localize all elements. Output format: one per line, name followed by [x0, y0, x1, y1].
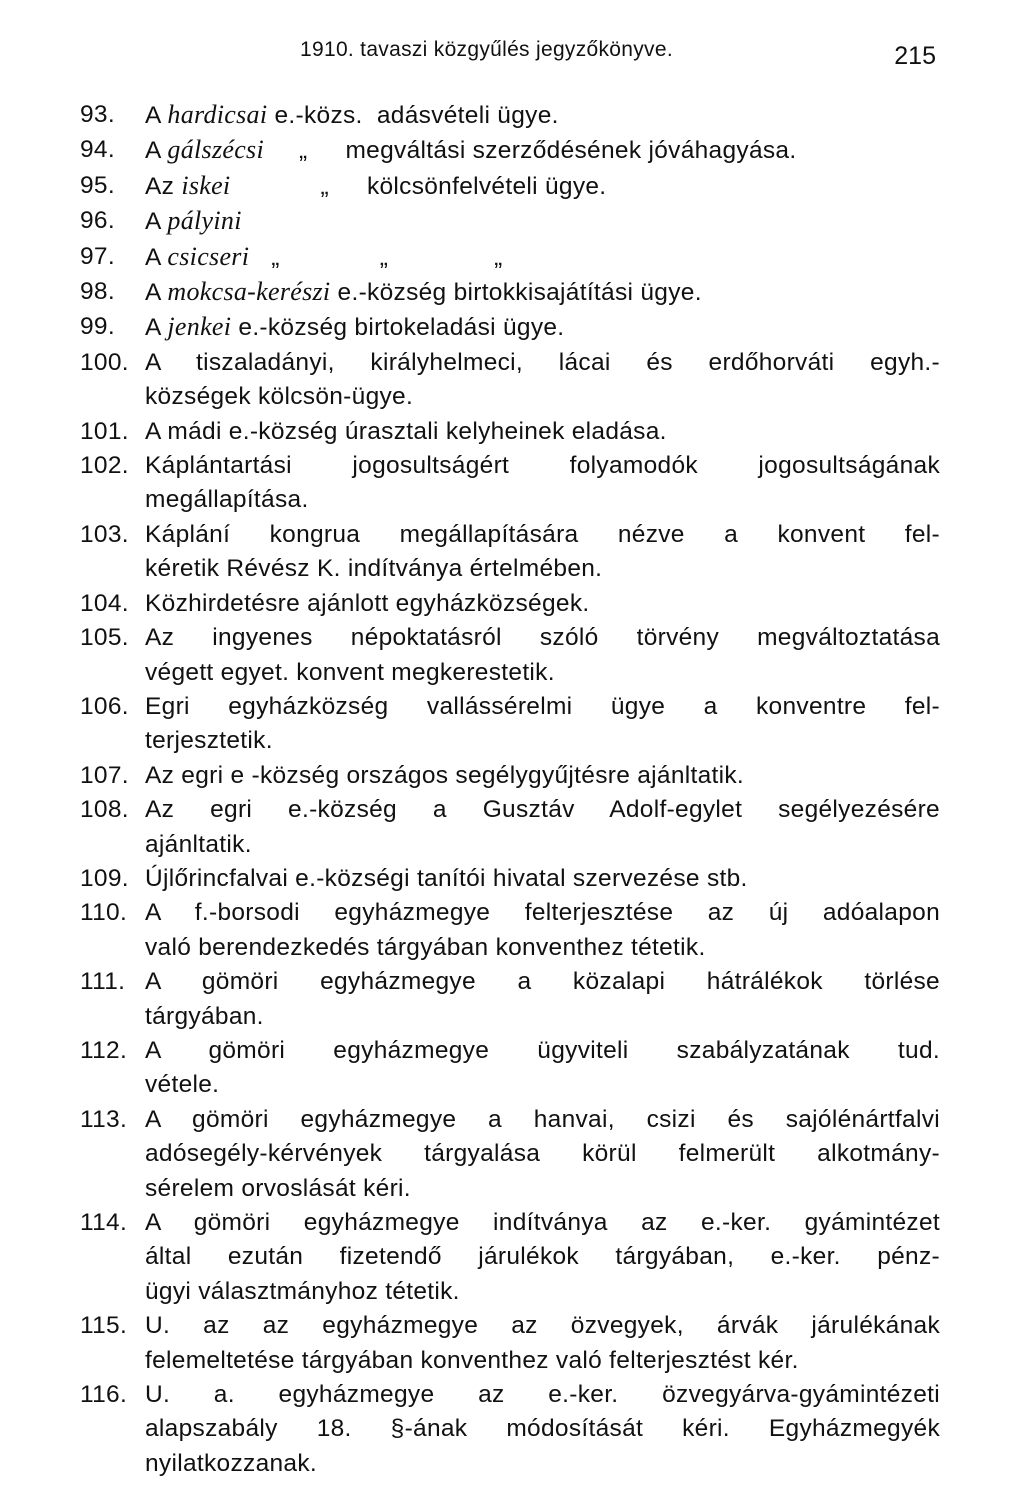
entry-text: [145, 896, 940, 965]
agenda-entry: [0, 1103, 1024, 1206]
agenda-entry: [0, 310, 1024, 345]
ditto-mark: „: [299, 137, 308, 165]
entry-line: Egri egyházközség vallássérelmi ügye a konventre fel-: [145, 692, 940, 720]
entry-line: nyilatkozzanak.: [145, 1449, 318, 1477]
entry-line: Újlőrincfalvai e.-községi tanítói hivatal szervezése stb.: [145, 864, 748, 892]
agenda-entry: [0, 1034, 1024, 1103]
entry-line: Az egri e -község országos segélygyűjtésre ajánltatik.: [145, 761, 745, 789]
entry-line: való berendezkedés tárgyában konventhez tétetik.: [145, 933, 706, 961]
entry-text: [145, 1378, 940, 1481]
entry-line: A mádi e.-község úrasztali kelyheinek eladása.: [145, 417, 667, 445]
agenda-entry: [0, 793, 1024, 862]
entry-text: [145, 415, 940, 449]
entry-line: A mokcsa-kerészi e.-község birtokkisajátítási ügye.: [145, 277, 702, 307]
agenda-entry: [0, 690, 1024, 759]
entry-line: U. az az egyházmegye az özvegyek, árvák járulékának: [145, 1312, 940, 1340]
entry-line: Káplántartási jogosultságért folyamodók jogosultságának: [145, 452, 940, 480]
entry-rest: megváltási szerződésének jóváhagyása.: [345, 137, 797, 165]
agenda-entry: [0, 169, 1024, 204]
entry-text: [145, 275, 940, 310]
entry-text: [145, 759, 940, 793]
entry-number: 105.: [80, 624, 129, 652]
entry-number: 109.: [80, 864, 129, 892]
entry-text: [145, 965, 940, 1034]
entry-line: Közhirdetésre ajánlott egyházközségek.: [145, 589, 590, 617]
agenda-entry: [0, 896, 1024, 965]
entry-number: 93.: [80, 101, 115, 128]
entry-rest: kölcsönfelvételi ügye.: [366, 172, 607, 200]
entry-line: A gömöri egyházmegye a közalapi hátrálékok törlése: [145, 968, 940, 996]
entry-text: [145, 1309, 940, 1378]
agenda-entry: [0, 587, 1024, 621]
page-number: 215: [894, 42, 936, 70]
entry-number: 106.: [80, 692, 129, 720]
entry-number: 107.: [80, 761, 129, 789]
entry-number: 108.: [80, 796, 129, 824]
place-name: iskei: [181, 170, 231, 200]
agenda-entry: [0, 240, 1024, 275]
agenda-list: [0, 98, 1024, 1481]
agenda-entry: [0, 204, 1024, 239]
agenda-entry: [0, 449, 1024, 518]
agenda-entry: [0, 346, 1024, 415]
entry-line: ügyi választmányhoz tétetik.: [145, 1277, 460, 1305]
entry-rest: e.-közs. adásvételi ügye.: [274, 102, 559, 129]
entry-text: [145, 690, 940, 759]
ditto-mark: „: [379, 243, 389, 271]
entry-text: [145, 518, 940, 587]
entry-line: terjesztetik.: [145, 727, 273, 755]
entry-number: 104.: [80, 589, 129, 617]
entry-number: 116.: [80, 1381, 128, 1409]
agenda-entry: [0, 1378, 1024, 1481]
entry-text: [145, 793, 940, 862]
agenda-entry: [0, 415, 1024, 449]
entry-rest: e.-község birtokeladási ügye.: [238, 314, 565, 342]
agenda-entry: [0, 1206, 1024, 1309]
entry-line: A gömöri egyházmegye ügyviteli szabályzatának tud.: [145, 1036, 940, 1064]
entry-line: A gömöri egyházmegye indítványa az e.-ker. gyámintézet: [145, 1209, 940, 1236]
entry-line: A gálszécsi „ megváltási szerződésének jóváhagyása.: [145, 133, 940, 168]
place-name: csicseri: [167, 241, 250, 271]
entry-line: A gömöri egyházmegye a hanvai, csizi és sajólénártfalvi: [145, 1105, 940, 1133]
page-header-title: 1910. tavaszi közgyűlés jegyzőkönyve.: [300, 38, 673, 61]
entry-line: tárgyában.: [145, 1002, 264, 1030]
agenda-entry: [0, 133, 1024, 168]
entry-line: Az ingyenes népoktatásról szóló törvény megváltoztatása: [145, 624, 940, 652]
entry-line: U. a. egyházmegye az e.-ker. özvegyárva-gyámintézeti: [145, 1381, 940, 1409]
entry-line: felemeltetése tárgyában konventhez való felterjesztést kér.: [145, 1346, 799, 1374]
entry-line: megállapítása.: [145, 486, 309, 514]
place-name: pályini: [167, 206, 242, 236]
running-header: [0, 38, 1024, 72]
agenda-entry: [0, 965, 1024, 1034]
agenda-entry: [0, 98, 1024, 133]
entry-line: vétele.: [145, 1071, 220, 1099]
entry-number: 103.: [80, 520, 129, 548]
entry-text: [145, 310, 940, 345]
entry-number: 113.: [80, 1105, 128, 1133]
entry-number: 98.: [80, 278, 115, 306]
entry-rest: e.-község birtokkisajátítási ügye.: [337, 279, 702, 307]
entry-number: 111.: [80, 968, 126, 996]
agenda-entry: [0, 862, 1024, 896]
entry-number: 97.: [80, 242, 115, 270]
entry-number: 102.: [80, 452, 129, 480]
place-name: mokcsa-kerészi: [167, 277, 331, 307]
entry-line: által ezután fizetendő járulékok tárgyában, e.-ker. pénz-: [145, 1243, 940, 1271]
agenda-entry: [0, 621, 1024, 690]
entry-line: sérelem orvoslását kéri.: [145, 1174, 411, 1202]
place-name: jenkei: [167, 312, 232, 342]
entry-line: A csicseri „ „ „: [145, 240, 940, 275]
entry-line: A jenkei e.-község birtokeladási ügye.: [145, 312, 565, 342]
entry-text: [145, 1206, 940, 1309]
ditto-mark: „: [320, 172, 329, 200]
place-name: hardicsai: [167, 100, 268, 129]
entry-text: [145, 204, 940, 239]
entry-text: [145, 346, 940, 415]
entry-number: 99.: [80, 313, 115, 341]
entry-line: Az egri e.-község a Gusztáv Adolf-egylet segélyezésére: [145, 796, 940, 824]
ditto-mark: „: [494, 243, 503, 271]
entry-number: 96.: [80, 207, 115, 235]
entry-line: A tiszaladányi, királyhelmeci, lácai és erdőhorváti egyh.-: [145, 348, 940, 376]
entry-number: 101.: [80, 417, 129, 445]
entry-line: községek kölcsön-ügye.: [145, 383, 414, 411]
entry-line: ajánltatik.: [145, 830, 252, 858]
agenda-entry: [0, 1309, 1024, 1378]
entry-line: végett egyet. konvent megkerestetik.: [145, 658, 555, 686]
entry-number: 95.: [80, 171, 115, 199]
entry-text: [145, 169, 940, 204]
entry-text: [145, 621, 940, 690]
place-name: gálszécsi: [167, 135, 264, 165]
entry-line: alapszabály 18. §-ának módosítását kéri. Egyházmegyék: [145, 1415, 940, 1443]
entry-number: 112.: [80, 1036, 128, 1064]
entry-text: [145, 449, 940, 518]
entry-number: 110.: [80, 899, 128, 927]
entry-text: [145, 587, 940, 621]
entry-number: 100.: [80, 348, 129, 376]
entry-line: A pályini: [145, 206, 242, 236]
entry-line: kéretik Révész K. indítványa értelmében.: [145, 555, 603, 583]
entry-text: [145, 1103, 940, 1206]
entry-number: 115.: [80, 1312, 128, 1340]
entry-line: adósegély-kérvények tárgyalása körül felmerült alkotmány-: [145, 1140, 940, 1168]
entry-text: [145, 862, 940, 896]
ditto-mark: „: [271, 243, 280, 271]
entry-text: [145, 133, 940, 168]
entry-text: [145, 1034, 940, 1103]
entry-line: A hardicsai e.-közs. adásvételi ügye.: [145, 100, 559, 129]
entry-number: 94.: [80, 136, 115, 164]
entry-line: Az iskei „ kölcsönfelvételi ügye.: [145, 169, 940, 204]
entry-line: Káplání kongrua megállapítására nézve a konvent fel-: [145, 520, 940, 548]
agenda-entry: [0, 759, 1024, 793]
entry-line: A f.-borsodi egyházmegye felterjesztése az új adóalapon: [145, 899, 940, 927]
entry-text: [145, 240, 940, 275]
agenda-entry: [0, 518, 1024, 587]
agenda-entry: [0, 275, 1024, 310]
entry-text: [145, 98, 940, 133]
entry-number: 114.: [80, 1209, 128, 1236]
